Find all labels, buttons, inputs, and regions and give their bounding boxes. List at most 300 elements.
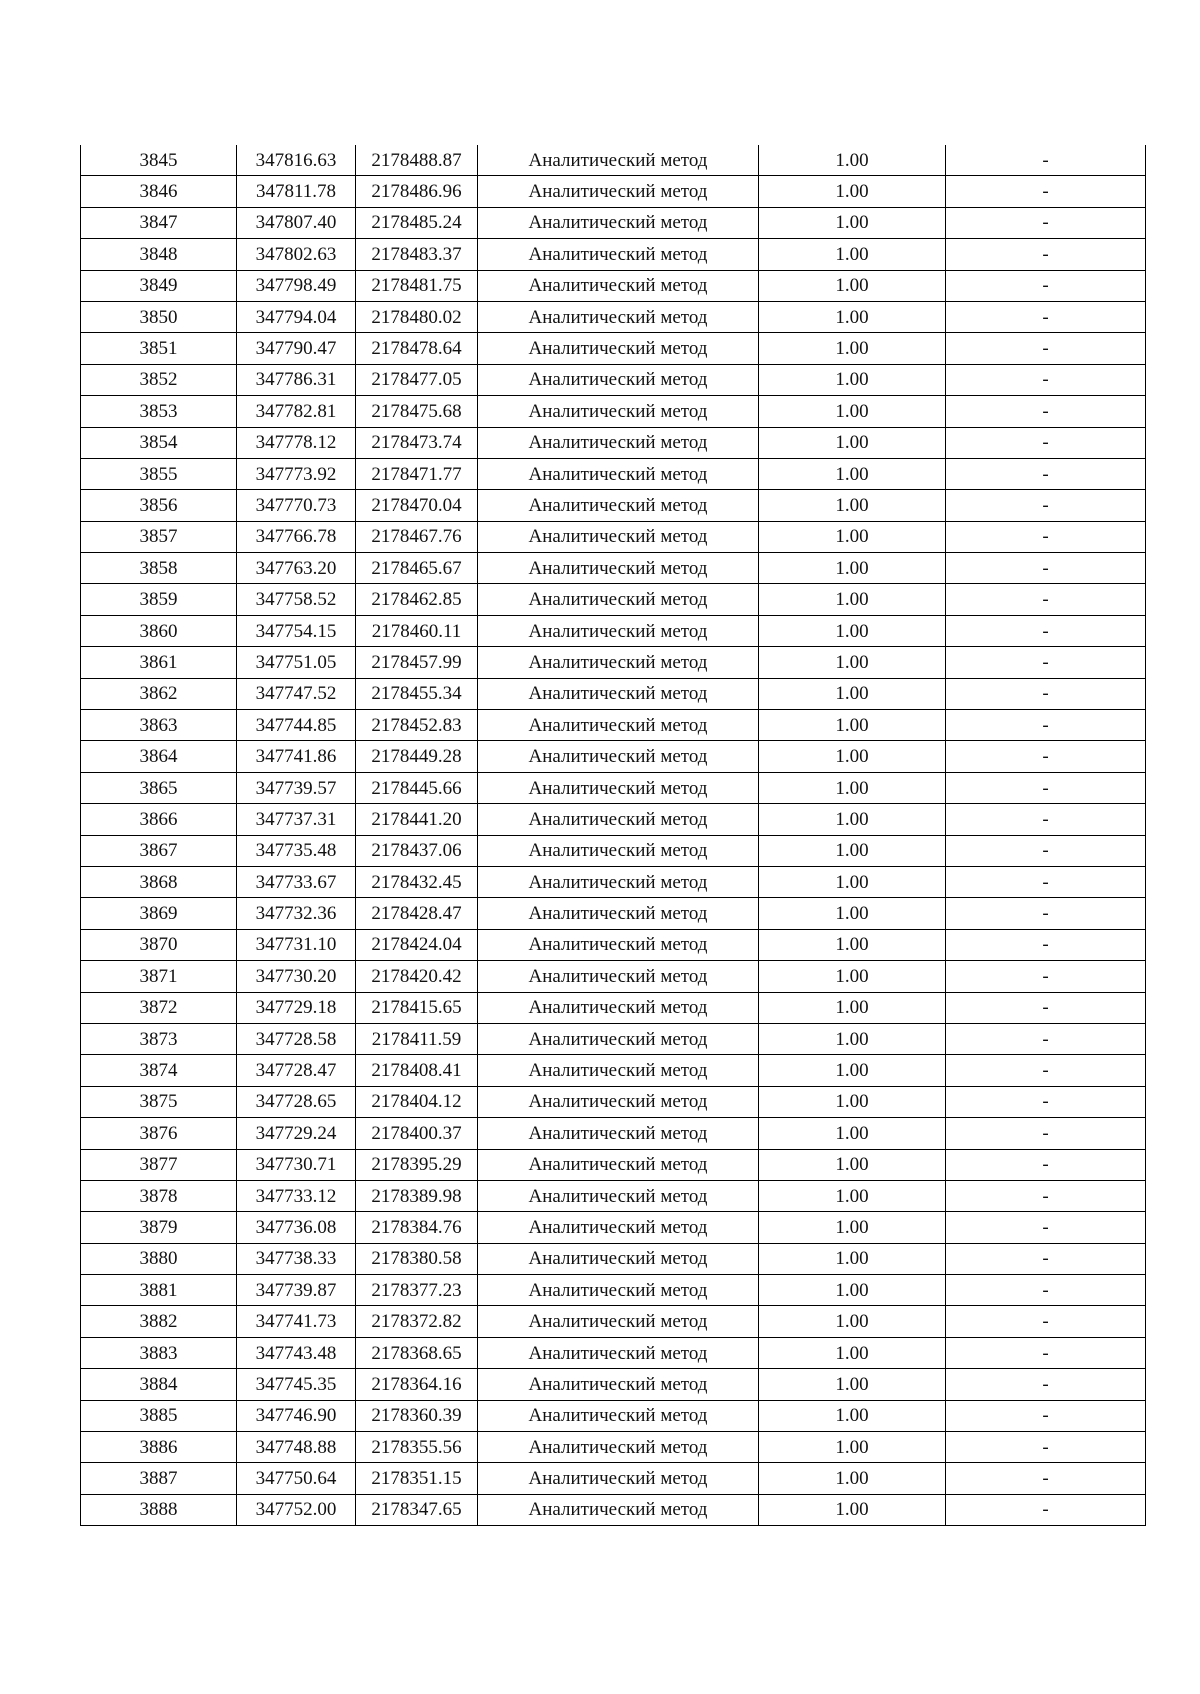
- method-cell: Аналитический метод: [478, 615, 759, 646]
- x-coordinate-cell: 347728.47: [237, 1055, 356, 1086]
- accuracy-cell: 1.00: [759, 396, 946, 427]
- note-cell: -: [946, 176, 1146, 207]
- table-row: [81, 458, 1146, 489]
- accuracy-cell: 1.00: [759, 1086, 946, 1117]
- table-row: [81, 1337, 1146, 1368]
- note-cell: -: [946, 521, 1146, 552]
- method-cell: Аналитический метод: [478, 1118, 759, 1149]
- point-number-cell: 3883: [81, 1337, 237, 1368]
- note-cell: -: [946, 1243, 1146, 1274]
- x-coordinate-cell: 347736.08: [237, 1212, 356, 1243]
- y-coordinate-cell: 2178432.45: [356, 866, 478, 897]
- accuracy-cell: 1.00: [759, 1337, 946, 1368]
- table-row: [81, 176, 1146, 207]
- method-cell: Аналитический метод: [478, 1369, 759, 1400]
- table-row: [81, 1086, 1146, 1117]
- method-cell: Аналитический метод: [478, 898, 759, 929]
- note-cell: -: [946, 866, 1146, 897]
- x-coordinate-cell: 347737.31: [237, 804, 356, 835]
- y-coordinate-cell: 2178404.12: [356, 1086, 478, 1117]
- x-coordinate-cell: 347786.31: [237, 364, 356, 395]
- note-cell: -: [946, 647, 1146, 678]
- table-row: [81, 1369, 1146, 1400]
- point-number-cell: 3862: [81, 678, 237, 709]
- y-coordinate-cell: 2178351.15: [356, 1463, 478, 1494]
- y-coordinate-cell: 2178475.68: [356, 396, 478, 427]
- point-number-cell: 3880: [81, 1243, 237, 1274]
- coordinates-table-body: [81, 145, 1146, 1526]
- x-coordinate-cell: 347790.47: [237, 333, 356, 364]
- note-cell: -: [946, 553, 1146, 584]
- x-coordinate-cell: 347798.49: [237, 270, 356, 301]
- accuracy-cell: 1.00: [759, 176, 946, 207]
- method-cell: Аналитический метод: [478, 1432, 759, 1463]
- x-coordinate-cell: 347811.78: [237, 176, 356, 207]
- y-coordinate-cell: 2178462.85: [356, 584, 478, 615]
- point-number-cell: 3861: [81, 647, 237, 678]
- table-row: [81, 1212, 1146, 1243]
- accuracy-cell: 1.00: [759, 1369, 946, 1400]
- point-number-cell: 3863: [81, 710, 237, 741]
- y-coordinate-cell: 2178377.23: [356, 1275, 478, 1306]
- point-number-cell: 3879: [81, 1212, 237, 1243]
- y-coordinate-cell: 2178486.96: [356, 176, 478, 207]
- method-cell: Аналитический метод: [478, 364, 759, 395]
- note-cell: -: [946, 1400, 1146, 1431]
- point-number-cell: 3878: [81, 1180, 237, 1211]
- x-coordinate-cell: 347738.33: [237, 1243, 356, 1274]
- note-cell: -: [946, 270, 1146, 301]
- y-coordinate-cell: 2178437.06: [356, 835, 478, 866]
- method-cell: Аналитический метод: [478, 1463, 759, 1494]
- x-coordinate-cell: 347766.78: [237, 521, 356, 552]
- note-cell: -: [946, 1212, 1146, 1243]
- table-row: [81, 929, 1146, 960]
- y-coordinate-cell: 2178452.83: [356, 710, 478, 741]
- note-cell: -: [946, 333, 1146, 364]
- y-coordinate-cell: 2178395.29: [356, 1149, 478, 1180]
- point-number-cell: 3881: [81, 1275, 237, 1306]
- table-row: [81, 710, 1146, 741]
- point-number-cell: 3874: [81, 1055, 237, 1086]
- note-cell: -: [946, 992, 1146, 1023]
- point-number-cell: 3873: [81, 1023, 237, 1054]
- coordinates-table: [80, 145, 1146, 1526]
- x-coordinate-cell: 347730.71: [237, 1149, 356, 1180]
- method-cell: Аналитический метод: [478, 521, 759, 552]
- accuracy-cell: 1.00: [759, 458, 946, 489]
- y-coordinate-cell: 2178483.37: [356, 239, 478, 270]
- accuracy-cell: 1.00: [759, 929, 946, 960]
- x-coordinate-cell: 347752.00: [237, 1494, 356, 1525]
- point-number-cell: 3860: [81, 615, 237, 646]
- x-coordinate-cell: 347729.24: [237, 1118, 356, 1149]
- x-coordinate-cell: 347744.85: [237, 710, 356, 741]
- method-cell: Аналитический метод: [478, 458, 759, 489]
- point-number-cell: 3853: [81, 396, 237, 427]
- point-number-cell: 3875: [81, 1086, 237, 1117]
- note-cell: -: [946, 1337, 1146, 1368]
- x-coordinate-cell: 347733.67: [237, 866, 356, 897]
- point-number-cell: 3882: [81, 1306, 237, 1337]
- table-row: [81, 1055, 1146, 1086]
- method-cell: Аналитический метод: [478, 710, 759, 741]
- table-row: [81, 490, 1146, 521]
- accuracy-cell: 1.00: [759, 1400, 946, 1431]
- y-coordinate-cell: 2178355.56: [356, 1432, 478, 1463]
- point-number-cell: 3887: [81, 1463, 237, 1494]
- x-coordinate-cell: 347750.64: [237, 1463, 356, 1494]
- table-row: [81, 145, 1146, 176]
- method-cell: Аналитический метод: [478, 1023, 759, 1054]
- point-number-cell: 3870: [81, 929, 237, 960]
- table-row: [81, 866, 1146, 897]
- y-coordinate-cell: 2178364.16: [356, 1369, 478, 1400]
- y-coordinate-cell: 2178384.76: [356, 1212, 478, 1243]
- x-coordinate-cell: 347728.65: [237, 1086, 356, 1117]
- y-coordinate-cell: 2178368.65: [356, 1337, 478, 1368]
- accuracy-cell: 1.00: [759, 427, 946, 458]
- x-coordinate-cell: 347758.52: [237, 584, 356, 615]
- accuracy-cell: 1.00: [759, 270, 946, 301]
- accuracy-cell: 1.00: [759, 301, 946, 332]
- note-cell: -: [946, 678, 1146, 709]
- note-cell: -: [946, 1306, 1146, 1337]
- accuracy-cell: 1.00: [759, 772, 946, 803]
- x-coordinate-cell: 347773.92: [237, 458, 356, 489]
- accuracy-cell: 1.00: [759, 1494, 946, 1525]
- y-coordinate-cell: 2178360.39: [356, 1400, 478, 1431]
- x-coordinate-cell: 347743.48: [237, 1337, 356, 1368]
- point-number-cell: 3886: [81, 1432, 237, 1463]
- method-cell: Аналитический метод: [478, 804, 759, 835]
- y-coordinate-cell: 2178485.24: [356, 207, 478, 238]
- x-coordinate-cell: 347747.52: [237, 678, 356, 709]
- table-row: [81, 301, 1146, 332]
- method-cell: Аналитический метод: [478, 1400, 759, 1431]
- method-cell: Аналитический метод: [478, 553, 759, 584]
- method-cell: Аналитический метод: [478, 396, 759, 427]
- note-cell: -: [946, 396, 1146, 427]
- accuracy-cell: 1.00: [759, 1023, 946, 1054]
- note-cell: -: [946, 207, 1146, 238]
- table-row: [81, 1306, 1146, 1337]
- note-cell: -: [946, 929, 1146, 960]
- y-coordinate-cell: 2178347.65: [356, 1494, 478, 1525]
- table-row: [81, 427, 1146, 458]
- method-cell: Аналитический метод: [478, 961, 759, 992]
- method-cell: Аналитический метод: [478, 835, 759, 866]
- table-row: [81, 804, 1146, 835]
- table-row: [81, 270, 1146, 301]
- table-row: [81, 1180, 1146, 1211]
- note-cell: -: [946, 458, 1146, 489]
- x-coordinate-cell: 347741.86: [237, 741, 356, 772]
- table-row: [81, 1149, 1146, 1180]
- y-coordinate-cell: 2178408.41: [356, 1055, 478, 1086]
- x-coordinate-cell: 347729.18: [237, 992, 356, 1023]
- method-cell: Аналитический метод: [478, 1180, 759, 1211]
- table-row: [81, 678, 1146, 709]
- y-coordinate-cell: 2178471.77: [356, 458, 478, 489]
- x-coordinate-cell: 347733.12: [237, 1180, 356, 1211]
- table-row: [81, 992, 1146, 1023]
- point-number-cell: 3868: [81, 866, 237, 897]
- point-number-cell: 3864: [81, 741, 237, 772]
- point-number-cell: 3852: [81, 364, 237, 395]
- method-cell: Аналитический метод: [478, 176, 759, 207]
- y-coordinate-cell: 2178415.65: [356, 992, 478, 1023]
- y-coordinate-cell: 2178380.58: [356, 1243, 478, 1274]
- method-cell: Аналитический метод: [478, 647, 759, 678]
- point-number-cell: 3871: [81, 961, 237, 992]
- y-coordinate-cell: 2178372.82: [356, 1306, 478, 1337]
- note-cell: -: [946, 804, 1146, 835]
- y-coordinate-cell: 2178389.98: [356, 1180, 478, 1211]
- method-cell: Аналитический метод: [478, 490, 759, 521]
- method-cell: Аналитический метод: [478, 678, 759, 709]
- table-row: [81, 741, 1146, 772]
- note-cell: -: [946, 772, 1146, 803]
- note-cell: -: [946, 427, 1146, 458]
- note-cell: -: [946, 1055, 1146, 1086]
- accuracy-cell: 1.00: [759, 1180, 946, 1211]
- y-coordinate-cell: 2178428.47: [356, 898, 478, 929]
- method-cell: Аналитический метод: [478, 1243, 759, 1274]
- note-cell: -: [946, 1275, 1146, 1306]
- point-number-cell: 3885: [81, 1400, 237, 1431]
- point-number-cell: 3846: [81, 176, 237, 207]
- method-cell: Аналитический метод: [478, 1306, 759, 1337]
- table-row: [81, 553, 1146, 584]
- x-coordinate-cell: 347728.58: [237, 1023, 356, 1054]
- accuracy-cell: 1.00: [759, 1463, 946, 1494]
- accuracy-cell: 1.00: [759, 1212, 946, 1243]
- accuracy-cell: 1.00: [759, 239, 946, 270]
- note-cell: -: [946, 301, 1146, 332]
- note-cell: -: [946, 145, 1146, 176]
- accuracy-cell: 1.00: [759, 961, 946, 992]
- accuracy-cell: 1.00: [759, 333, 946, 364]
- y-coordinate-cell: 2178473.74: [356, 427, 478, 458]
- note-cell: -: [946, 584, 1146, 615]
- point-number-cell: 3857: [81, 521, 237, 552]
- accuracy-cell: 1.00: [759, 992, 946, 1023]
- point-number-cell: 3845: [81, 145, 237, 176]
- point-number-cell: 3867: [81, 835, 237, 866]
- y-coordinate-cell: 2178449.28: [356, 741, 478, 772]
- table-row: [81, 521, 1146, 552]
- note-cell: -: [946, 1149, 1146, 1180]
- note-cell: -: [946, 1023, 1146, 1054]
- table-row: [81, 772, 1146, 803]
- x-coordinate-cell: 347802.63: [237, 239, 356, 270]
- table-row: [81, 961, 1146, 992]
- y-coordinate-cell: 2178424.04: [356, 929, 478, 960]
- point-number-cell: 3877: [81, 1149, 237, 1180]
- table-row: [81, 584, 1146, 615]
- method-cell: Аналитический метод: [478, 427, 759, 458]
- x-coordinate-cell: 347751.05: [237, 647, 356, 678]
- table-row: [81, 647, 1146, 678]
- table-row: [81, 615, 1146, 646]
- accuracy-cell: 1.00: [759, 615, 946, 646]
- accuracy-cell: 1.00: [759, 1243, 946, 1274]
- accuracy-cell: 1.00: [759, 1118, 946, 1149]
- point-number-cell: 3866: [81, 804, 237, 835]
- note-cell: -: [946, 898, 1146, 929]
- y-coordinate-cell: 2178457.99: [356, 647, 478, 678]
- point-number-cell: 3851: [81, 333, 237, 364]
- x-coordinate-cell: 347782.81: [237, 396, 356, 427]
- x-coordinate-cell: 347816.63: [237, 145, 356, 176]
- x-coordinate-cell: 347748.88: [237, 1432, 356, 1463]
- accuracy-cell: 1.00: [759, 898, 946, 929]
- accuracy-cell: 1.00: [759, 678, 946, 709]
- x-coordinate-cell: 347739.87: [237, 1275, 356, 1306]
- x-coordinate-cell: 347731.10: [237, 929, 356, 960]
- y-coordinate-cell: 2178488.87: [356, 145, 478, 176]
- point-number-cell: 3856: [81, 490, 237, 521]
- accuracy-cell: 1.00: [759, 364, 946, 395]
- method-cell: Аналитический метод: [478, 584, 759, 615]
- accuracy-cell: 1.00: [759, 1432, 946, 1463]
- y-coordinate-cell: 2178445.66: [356, 772, 478, 803]
- table-row: [81, 396, 1146, 427]
- point-number-cell: 3876: [81, 1118, 237, 1149]
- y-coordinate-cell: 2178441.20: [356, 804, 478, 835]
- method-cell: Аналитический метод: [478, 1055, 759, 1086]
- accuracy-cell: 1.00: [759, 1055, 946, 1086]
- point-number-cell: 3850: [81, 301, 237, 332]
- point-number-cell: 3848: [81, 239, 237, 270]
- point-number-cell: 3884: [81, 1369, 237, 1400]
- y-coordinate-cell: 2178420.42: [356, 961, 478, 992]
- table-row: [81, 1243, 1146, 1274]
- x-coordinate-cell: 347746.90: [237, 1400, 356, 1431]
- x-coordinate-cell: 347739.57: [237, 772, 356, 803]
- note-cell: -: [946, 615, 1146, 646]
- table-row: [81, 1118, 1146, 1149]
- note-cell: -: [946, 1463, 1146, 1494]
- point-number-cell: 3855: [81, 458, 237, 489]
- accuracy-cell: 1.00: [759, 741, 946, 772]
- point-number-cell: 3854: [81, 427, 237, 458]
- x-coordinate-cell: 347754.15: [237, 615, 356, 646]
- table-row: [81, 364, 1146, 395]
- method-cell: Аналитический метод: [478, 239, 759, 270]
- note-cell: -: [946, 364, 1146, 395]
- method-cell: Аналитический метод: [478, 333, 759, 364]
- method-cell: Аналитический метод: [478, 270, 759, 301]
- method-cell: Аналитический метод: [478, 929, 759, 960]
- table-row: [81, 1275, 1146, 1306]
- note-cell: -: [946, 1494, 1146, 1525]
- y-coordinate-cell: 2178477.05: [356, 364, 478, 395]
- x-coordinate-cell: 347778.12: [237, 427, 356, 458]
- point-number-cell: 3872: [81, 992, 237, 1023]
- x-coordinate-cell: 347741.73: [237, 1306, 356, 1337]
- note-cell: -: [946, 1118, 1146, 1149]
- table-row: [81, 898, 1146, 929]
- table-row: [81, 333, 1146, 364]
- accuracy-cell: 1.00: [759, 553, 946, 584]
- y-coordinate-cell: 2178455.34: [356, 678, 478, 709]
- x-coordinate-cell: 347730.20: [237, 961, 356, 992]
- method-cell: Аналитический метод: [478, 772, 759, 803]
- note-cell: -: [946, 710, 1146, 741]
- method-cell: Аналитический метод: [478, 145, 759, 176]
- point-number-cell: 3847: [81, 207, 237, 238]
- method-cell: Аналитический метод: [478, 1337, 759, 1368]
- accuracy-cell: 1.00: [759, 710, 946, 741]
- accuracy-cell: 1.00: [759, 835, 946, 866]
- note-cell: -: [946, 1369, 1146, 1400]
- note-cell: -: [946, 961, 1146, 992]
- point-number-cell: 3859: [81, 584, 237, 615]
- accuracy-cell: 1.00: [759, 647, 946, 678]
- accuracy-cell: 1.00: [759, 145, 946, 176]
- table-row: [81, 1432, 1146, 1463]
- accuracy-cell: 1.00: [759, 584, 946, 615]
- method-cell: Аналитический метод: [478, 1086, 759, 1117]
- table-row: [81, 835, 1146, 866]
- table-row: [81, 1494, 1146, 1525]
- y-coordinate-cell: 2178481.75: [356, 270, 478, 301]
- method-cell: Аналитический метод: [478, 1275, 759, 1306]
- method-cell: Аналитический метод: [478, 1494, 759, 1525]
- point-number-cell: 3849: [81, 270, 237, 301]
- table-row: [81, 1400, 1146, 1431]
- point-number-cell: 3888: [81, 1494, 237, 1525]
- accuracy-cell: 1.00: [759, 521, 946, 552]
- method-cell: Аналитический метод: [478, 741, 759, 772]
- accuracy-cell: 1.00: [759, 207, 946, 238]
- point-number-cell: 3858: [81, 553, 237, 584]
- accuracy-cell: 1.00: [759, 1149, 946, 1180]
- note-cell: -: [946, 490, 1146, 521]
- table-row: [81, 207, 1146, 238]
- x-coordinate-cell: 347763.20: [237, 553, 356, 584]
- x-coordinate-cell: 347807.40: [237, 207, 356, 238]
- y-coordinate-cell: 2178480.02: [356, 301, 478, 332]
- note-cell: -: [946, 1432, 1146, 1463]
- method-cell: Аналитический метод: [478, 866, 759, 897]
- y-coordinate-cell: 2178400.37: [356, 1118, 478, 1149]
- y-coordinate-cell: 2178411.59: [356, 1023, 478, 1054]
- y-coordinate-cell: 2178467.76: [356, 521, 478, 552]
- x-coordinate-cell: 347735.48: [237, 835, 356, 866]
- table-row: [81, 1023, 1146, 1054]
- accuracy-cell: 1.00: [759, 866, 946, 897]
- x-coordinate-cell: 347770.73: [237, 490, 356, 521]
- note-cell: -: [946, 835, 1146, 866]
- method-cell: Аналитический метод: [478, 301, 759, 332]
- note-cell: -: [946, 239, 1146, 270]
- accuracy-cell: 1.00: [759, 1275, 946, 1306]
- table-row: [81, 1463, 1146, 1494]
- table-row: [81, 239, 1146, 270]
- method-cell: Аналитический метод: [478, 207, 759, 238]
- method-cell: Аналитический метод: [478, 992, 759, 1023]
- y-coordinate-cell: 2178478.64: [356, 333, 478, 364]
- point-number-cell: 3865: [81, 772, 237, 803]
- method-cell: Аналитический метод: [478, 1149, 759, 1180]
- y-coordinate-cell: 2178465.67: [356, 553, 478, 584]
- x-coordinate-cell: 347732.36: [237, 898, 356, 929]
- x-coordinate-cell: 347745.35: [237, 1369, 356, 1400]
- point-number-cell: 3869: [81, 898, 237, 929]
